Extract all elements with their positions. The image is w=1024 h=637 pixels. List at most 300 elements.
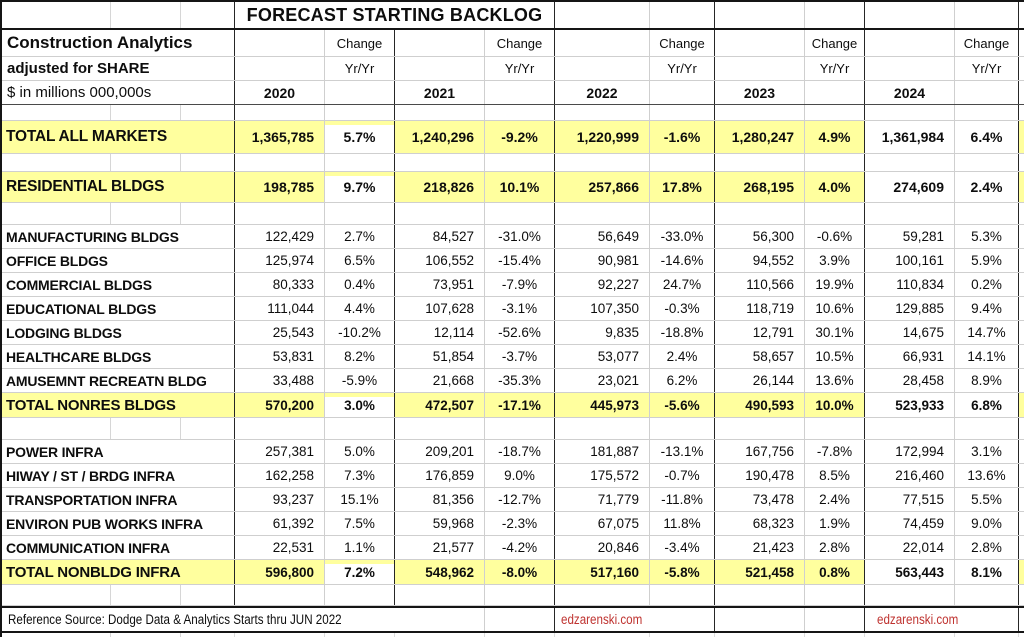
change-cell (650, 154, 715, 171)
value-cell: 257,381 (235, 440, 325, 463)
table-row (2, 488, 1024, 512)
change-cell: 5.9% (955, 249, 1019, 272)
value-cell: 118,719 (715, 297, 805, 320)
change-cell: 14.1% (955, 345, 1019, 368)
change-cell (485, 418, 555, 439)
change-cell: -35.3% (485, 369, 555, 392)
change-cell (325, 585, 395, 605)
header-change-row (2, 30, 1024, 57)
value-cell: 107,350 (555, 297, 650, 320)
yryr-header: Yr/Yr (805, 57, 865, 80)
change-cell (485, 203, 555, 224)
change-cell (955, 418, 1019, 439)
value-cell (715, 203, 805, 224)
value-cell (395, 203, 485, 224)
change-cell (485, 585, 555, 605)
table-row (2, 297, 1024, 321)
spacer-row (2, 418, 1024, 440)
change-cell: 10.1% (485, 172, 555, 202)
label-cell (2, 154, 235, 171)
value-cell (865, 585, 955, 605)
table-row (2, 321, 1024, 345)
change-cell: -5.9% (325, 369, 395, 392)
change-header: Change (485, 30, 555, 56)
change-cell: -3.7% (485, 345, 555, 368)
change-cell: 0.4% (325, 273, 395, 296)
spacer-row (2, 203, 1024, 225)
row-label: ENVIRON PUB WORKS INFRA (2, 512, 235, 535)
value-cell (395, 105, 485, 120)
table-row (2, 440, 1024, 464)
row-label: TOTAL NONRES BLDGS (2, 393, 235, 417)
value-cell: 74,459 (865, 512, 955, 535)
table-row (2, 464, 1024, 488)
year-header: 2022 (555, 81, 650, 104)
spacer-row (2, 105, 1024, 121)
value-cell: 570,200 (235, 393, 325, 417)
value-cell: 268,195 (715, 172, 805, 202)
total-row (2, 121, 1024, 154)
change-cell: -11.8% (650, 488, 715, 511)
change-header: Change (805, 30, 865, 56)
value-cell: 125,974 (235, 249, 325, 272)
change-cell: 14.7% (955, 321, 1019, 344)
change-cell: -31.0% (485, 225, 555, 248)
value-cell: 106,552 (395, 249, 485, 272)
value-cell: 25,543 (235, 321, 325, 344)
change-cell: 10.6% (805, 297, 865, 320)
row-label: COMMERCIAL BLDGS (2, 273, 235, 296)
value-cell (715, 418, 805, 439)
table-row (2, 345, 1024, 369)
change-cell (955, 585, 1019, 605)
change-cell: 0.8% (805, 560, 865, 584)
change-cell: 8.9% (955, 369, 1019, 392)
value-cell: 90,981 (555, 249, 650, 272)
table-row (2, 225, 1024, 249)
change-cell: 2.4% (650, 345, 715, 368)
value-cell: 110,834 (865, 273, 955, 296)
value-cell: 111,044 (235, 297, 325, 320)
highlight-overhang (1019, 512, 1024, 535)
yryr-header: Yr/Yr (650, 57, 715, 80)
value-cell (715, 585, 805, 605)
value-cell: 68,323 (715, 512, 805, 535)
change-cell: -52.6% (485, 321, 555, 344)
value-cell: 67,075 (555, 512, 650, 535)
change-cell (650, 585, 715, 605)
change-cell: 8.1% (955, 560, 1019, 584)
spacer-row (2, 585, 1024, 606)
row-label: RESIDENTIAL BLDGS (2, 172, 235, 202)
year-header: 2020 (235, 81, 325, 104)
row-label: TOTAL NONBLDG INFRA (2, 560, 235, 584)
value-cell (865, 105, 955, 120)
change-cell: -0.7% (650, 464, 715, 487)
change-cell: -9.2% (485, 121, 555, 153)
change-cell: 9.4% (955, 297, 1019, 320)
change-cell: -7.8% (805, 440, 865, 463)
change-cell: 7.3% (325, 464, 395, 487)
value-cell (235, 105, 325, 120)
value-cell: 59,281 (865, 225, 955, 248)
title-left-cells (2, 2, 235, 28)
highlight-overhang (1019, 440, 1024, 463)
change-cell: 0.2% (955, 273, 1019, 296)
value-cell: 172,994 (865, 440, 955, 463)
value-cell: 33,488 (235, 369, 325, 392)
row-label: TOTAL ALL MARKETS (2, 121, 235, 153)
page-title: FORECAST STARTING BACKLOG (235, 2, 555, 28)
title-row (2, 2, 1024, 30)
highlight-overhang (1019, 297, 1024, 320)
value-cell: 110,566 (715, 273, 805, 296)
change-cell: 4.9% (805, 121, 865, 153)
change-cell: 2.8% (955, 536, 1019, 559)
change-cell: -5.8% (650, 560, 715, 584)
table-body (2, 105, 1024, 606)
value-cell (555, 154, 650, 171)
change-cell (955, 105, 1019, 120)
value-cell: 198,785 (235, 172, 325, 202)
value-cell: 58,657 (715, 345, 805, 368)
spacer-row (2, 154, 1024, 172)
highlight-overhang (1019, 321, 1024, 344)
value-cell: 1,240,296 (395, 121, 485, 153)
table-row (2, 536, 1024, 560)
change-cell: -3.1% (485, 297, 555, 320)
year-header: 2021 (395, 81, 485, 104)
year-header: 2024 (865, 81, 955, 104)
change-cell: -0.3% (650, 297, 715, 320)
value-cell: 12,791 (715, 321, 805, 344)
change-cell (955, 203, 1019, 224)
change-cell: -10.2% (325, 321, 395, 344)
row-label: COMMUNICATION INFRA (2, 536, 235, 559)
row-label: MANUFACTURING BLDGS (2, 225, 235, 248)
change-cell (485, 105, 555, 120)
change-cell: 3.0% (325, 393, 395, 417)
change-cell: -2.3% (485, 512, 555, 535)
value-cell: 9,835 (555, 321, 650, 344)
label-cell (2, 105, 235, 120)
value-cell: 28,458 (865, 369, 955, 392)
value-cell (395, 154, 485, 171)
change-cell: 1.9% (805, 512, 865, 535)
value-cell: 216,460 (865, 464, 955, 487)
value-cell: 21,668 (395, 369, 485, 392)
value-cell: 1,361,984 (865, 121, 955, 153)
value-cell: 73,951 (395, 273, 485, 296)
change-cell: 13.6% (805, 369, 865, 392)
total-row (2, 393, 1024, 418)
change-cell: 19.9% (805, 273, 865, 296)
change-cell: 8.5% (805, 464, 865, 487)
value-cell: 56,649 (555, 225, 650, 248)
footer-row (2, 606, 1024, 633)
value-cell: 81,356 (395, 488, 485, 511)
change-cell: 8.2% (325, 345, 395, 368)
change-cell: 6.5% (325, 249, 395, 272)
change-cell: 9.0% (955, 512, 1019, 535)
bottom-strip (2, 633, 1024, 637)
change-cell: 5.5% (955, 488, 1019, 511)
change-cell (650, 203, 715, 224)
value-cell: 218,826 (395, 172, 485, 202)
value-cell: 21,423 (715, 536, 805, 559)
change-cell: 1.1% (325, 536, 395, 559)
highlight-overhang (1019, 393, 1024, 417)
value-cell: 71,779 (555, 488, 650, 511)
header-yryr-row (2, 57, 1024, 81)
value-cell: 14,675 (865, 321, 955, 344)
change-cell: 7.5% (325, 512, 395, 535)
value-cell (555, 585, 650, 605)
change-cell: -15.4% (485, 249, 555, 272)
value-cell: 59,968 (395, 512, 485, 535)
change-cell: 17.8% (650, 172, 715, 202)
value-cell (235, 203, 325, 224)
highlight-overhang (1019, 464, 1024, 487)
value-cell: 490,593 (715, 393, 805, 417)
value-cell: 548,962 (395, 560, 485, 584)
highlight-overhang (1019, 345, 1024, 368)
value-cell (235, 585, 325, 605)
row-label: OFFICE BLDGS (2, 249, 235, 272)
highlight-overhang (1019, 121, 1024, 153)
highlight-overhang (1019, 418, 1024, 439)
row-label: TRANSPORTATION INFRA (2, 488, 235, 511)
change-cell: -4.2% (485, 536, 555, 559)
change-cell: 5.3% (955, 225, 1019, 248)
change-cell: -12.7% (485, 488, 555, 511)
highlight-overhang (1019, 203, 1024, 224)
change-cell: 11.8% (650, 512, 715, 535)
table-row (2, 249, 1024, 273)
change-cell: 6.2% (650, 369, 715, 392)
share-label: adjusted for SHARE (2, 57, 235, 80)
change-cell: 5.7% (325, 121, 395, 153)
change-cell (485, 154, 555, 171)
highlight-overhang (1019, 273, 1024, 296)
highlight-overhang (1019, 154, 1024, 171)
value-cell: 92,227 (555, 273, 650, 296)
change-cell: 7.2% (325, 560, 395, 584)
highlight-overhang (1019, 369, 1024, 392)
value-cell: 53,077 (555, 345, 650, 368)
change-cell: -14.6% (650, 249, 715, 272)
row-label: HIWAY / ST / BRDG INFRA (2, 464, 235, 487)
change-cell: 4.4% (325, 297, 395, 320)
value-cell: 53,831 (235, 345, 325, 368)
change-cell (955, 154, 1019, 171)
value-cell: 1,220,999 (555, 121, 650, 153)
row-label: HEALTHCARE BLDGS (2, 345, 235, 368)
value-cell (865, 154, 955, 171)
table-row (2, 512, 1024, 536)
highlight-overhang (1019, 585, 1024, 605)
change-cell: 2.4% (955, 172, 1019, 202)
highlight-overhang (1019, 172, 1024, 202)
value-cell: 73,478 (715, 488, 805, 511)
value-cell (555, 418, 650, 439)
change-cell (325, 203, 395, 224)
value-cell: 84,527 (395, 225, 485, 248)
change-cell: -33.0% (650, 225, 715, 248)
change-cell: 30.1% (805, 321, 865, 344)
value-cell (395, 585, 485, 605)
change-cell: -3.4% (650, 536, 715, 559)
change-cell: -18.7% (485, 440, 555, 463)
value-cell: 22,014 (865, 536, 955, 559)
value-cell: 94,552 (715, 249, 805, 272)
yryr-header: Yr/Yr (485, 57, 555, 80)
change-cell: -0.6% (805, 225, 865, 248)
row-label: POWER INFRA (2, 440, 235, 463)
value-cell: 107,628 (395, 297, 485, 320)
change-cell: 9.0% (485, 464, 555, 487)
change-cell: 2.8% (805, 536, 865, 559)
site-link-right[interactable]: edzarenski.com (865, 608, 1019, 631)
change-cell (805, 105, 865, 120)
value-cell (555, 203, 650, 224)
value-cell (715, 105, 805, 120)
change-cell: -17.1% (485, 393, 555, 417)
change-cell (325, 154, 395, 171)
value-cell: 521,458 (715, 560, 805, 584)
value-cell (235, 418, 325, 439)
label-cell (2, 585, 235, 605)
change-cell: 10.0% (805, 393, 865, 417)
reference-source: Reference Source: Dodge Data & Analytics Starts thru JUN 2022 (2, 608, 485, 631)
value-cell (395, 418, 485, 439)
change-cell: -18.8% (650, 321, 715, 344)
change-cell: 2.4% (805, 488, 865, 511)
total-row (2, 560, 1024, 585)
change-cell: -5.6% (650, 393, 715, 417)
change-cell: -13.1% (650, 440, 715, 463)
table-row (2, 273, 1024, 297)
change-cell (805, 154, 865, 171)
value-cell: 175,572 (555, 464, 650, 487)
value-cell: 445,973 (555, 393, 650, 417)
value-cell: 1,365,785 (235, 121, 325, 153)
value-cell: 51,854 (395, 345, 485, 368)
value-cell: 517,160 (555, 560, 650, 584)
highlight-overhang (1019, 488, 1024, 511)
value-cell: 176,859 (395, 464, 485, 487)
highlight-overhang (1019, 249, 1024, 272)
change-header: Change (325, 30, 395, 56)
value-cell: 472,507 (395, 393, 485, 417)
value-cell (865, 418, 955, 439)
highlight-overhang (1019, 536, 1024, 559)
value-cell: 209,201 (395, 440, 485, 463)
value-cell: 122,429 (235, 225, 325, 248)
value-cell: 100,161 (865, 249, 955, 272)
site-link-left[interactable]: edzarenski.com (555, 608, 715, 631)
value-cell: 56,300 (715, 225, 805, 248)
row-label: EDUCATIONAL BLDGS (2, 297, 235, 320)
highlight-overhang (1019, 105, 1024, 120)
value-cell: 12,114 (395, 321, 485, 344)
label-cell (2, 418, 235, 439)
total-row (2, 172, 1024, 203)
value-cell: 66,931 (865, 345, 955, 368)
change-cell: 6.8% (955, 393, 1019, 417)
change-cell: 10.5% (805, 345, 865, 368)
brand-label: Construction Analytics (2, 30, 235, 56)
yryr-header: Yr/Yr (955, 57, 1019, 80)
value-cell: 257,866 (555, 172, 650, 202)
change-cell: -7.9% (485, 273, 555, 296)
value-cell: 26,144 (715, 369, 805, 392)
change-cell (805, 418, 865, 439)
highlight-overhang (1019, 225, 1024, 248)
value-cell: 20,846 (555, 536, 650, 559)
value-cell: 61,392 (235, 512, 325, 535)
change-cell (650, 418, 715, 439)
value-cell: 21,577 (395, 536, 485, 559)
table-row (2, 369, 1024, 393)
value-cell: 162,258 (235, 464, 325, 487)
value-cell: 80,333 (235, 273, 325, 296)
change-cell: 24.7% (650, 273, 715, 296)
change-cell: -8.0% (485, 560, 555, 584)
change-cell: 13.6% (955, 464, 1019, 487)
value-cell: 563,443 (865, 560, 955, 584)
change-cell: -1.6% (650, 121, 715, 153)
change-cell: 9.7% (325, 172, 395, 202)
change-cell: 2.7% (325, 225, 395, 248)
row-label: AMUSEMNT RECREATN BLDG (2, 369, 235, 392)
highlight-overhang (1019, 560, 1024, 584)
change-cell: 3.9% (805, 249, 865, 272)
value-cell: 274,609 (865, 172, 955, 202)
value-cell: 190,478 (715, 464, 805, 487)
label-cell (2, 203, 235, 224)
value-cell: 23,021 (555, 369, 650, 392)
change-cell (650, 105, 715, 120)
value-cell: 93,237 (235, 488, 325, 511)
value-cell: 181,887 (555, 440, 650, 463)
yryr-header: Yr/Yr (325, 57, 395, 80)
change-cell: 5.0% (325, 440, 395, 463)
year-header: 2023 (715, 81, 805, 104)
change-cell (805, 203, 865, 224)
change-header: Change (955, 30, 1019, 56)
header-years-row (2, 81, 1024, 105)
value-cell: 596,800 (235, 560, 325, 584)
change-cell: 15.1% (325, 488, 395, 511)
value-cell: 77,515 (865, 488, 955, 511)
value-cell: 523,933 (865, 393, 955, 417)
value-cell (555, 105, 650, 120)
value-cell (235, 154, 325, 171)
value-cell (865, 203, 955, 224)
change-cell (325, 105, 395, 120)
value-cell: 1,280,247 (715, 121, 805, 153)
change-cell: 4.0% (805, 172, 865, 202)
change-header: Change (650, 30, 715, 56)
value-cell: 22,531 (235, 536, 325, 559)
value-cell: 129,885 (865, 297, 955, 320)
units-label: $ in millions 000,000s (2, 81, 235, 104)
value-cell: 167,756 (715, 440, 805, 463)
change-cell (805, 585, 865, 605)
value-cell (715, 154, 805, 171)
change-cell: 3.1% (955, 440, 1019, 463)
